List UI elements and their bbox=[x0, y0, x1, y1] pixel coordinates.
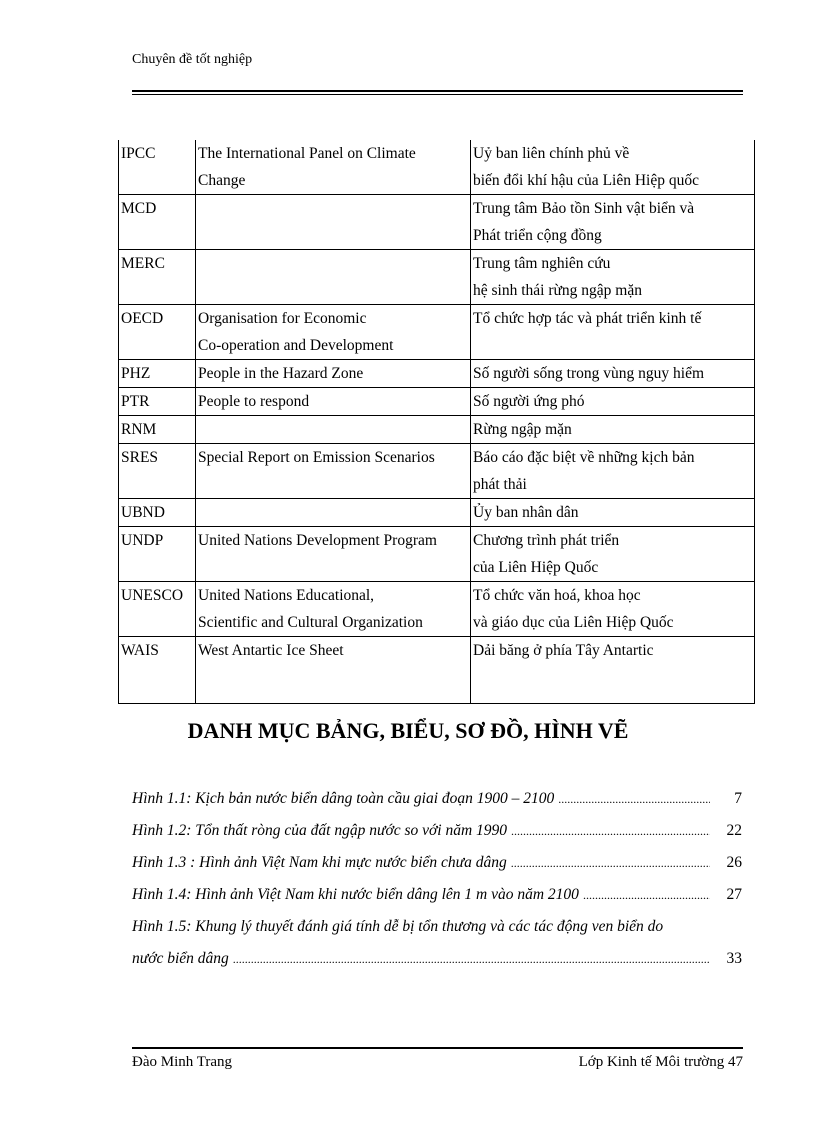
english-cell bbox=[196, 416, 471, 444]
toc-page-number: 26 bbox=[726, 854, 742, 871]
table-row bbox=[119, 305, 755, 360]
vietnamese-cell: Tổ chức văn hoá, khoa học và giáo dục của Liên Hiệp Quốc bbox=[471, 582, 755, 637]
vietnamese-cell: Ủy ban nhân dân bbox=[471, 499, 755, 527]
toc-leader-dots bbox=[558, 792, 710, 807]
toc-entry-label-line1: Hình 1.5: Khung lý thuyết đánh giá tính dễ bị tổn thương và các tác động ven biển do bbox=[132, 918, 664, 935]
toc-entry-continuation bbox=[132, 950, 742, 982]
toc-leader-dots bbox=[511, 824, 710, 839]
english-cell: People to respond bbox=[196, 388, 471, 416]
vietnamese-cell: Trung tâm Bảo tồn Sinh vật biển và Phát triển cộng đồng bbox=[471, 195, 755, 250]
vietnamese-cell: Rừng ngập mặn bbox=[471, 416, 755, 444]
english-cell: The International Panel on Climate Change bbox=[196, 140, 471, 195]
toc-entry-multiline[interactable] bbox=[132, 918, 742, 982]
abbr-cell: UBND bbox=[119, 499, 196, 527]
section-title: DANH MỤC BẢNG, BIỂU, SƠ ĐỒ, HÌNH VẼ bbox=[187, 718, 629, 743]
abbr-cell: PHZ bbox=[119, 360, 196, 388]
abbr-cell: MERC bbox=[119, 250, 196, 305]
vietnamese-cell: Tổ chức hợp tác và phát triển kinh tế bbox=[471, 305, 755, 360]
table-row bbox=[119, 416, 755, 444]
english-cell: West Antartic Ice Sheet bbox=[196, 637, 471, 704]
english-cell bbox=[196, 195, 471, 250]
footer-author: Đào Minh Trang bbox=[132, 1054, 233, 1070]
abbr-cell: RNM bbox=[119, 416, 196, 444]
toc-leader-dots bbox=[233, 952, 710, 967]
english-cell bbox=[196, 250, 471, 305]
english-cell: United Nations Development Program bbox=[196, 527, 471, 582]
footer-divider bbox=[132, 1047, 743, 1049]
vietnamese-cell: Số người ứng phó bbox=[471, 388, 755, 416]
header-divider bbox=[132, 90, 743, 95]
abbr-cell: UNDP bbox=[119, 527, 196, 582]
table-row bbox=[119, 388, 755, 416]
abbr-cell: IPCC bbox=[119, 140, 196, 195]
table-row bbox=[119, 360, 755, 388]
toc-entry-label: Hình 1.4: Hình ảnh Việt Nam khi nước biển dâng lên 1 m vào năm 2100 bbox=[132, 886, 579, 903]
abbr-cell: UNESCO bbox=[119, 582, 196, 637]
abbr-cell: OECD bbox=[119, 305, 196, 360]
toc-entry[interactable] bbox=[132, 854, 742, 886]
abbreviation-table bbox=[118, 140, 755, 704]
toc-page-number: 33 bbox=[726, 950, 742, 967]
table-row bbox=[119, 527, 755, 582]
abbr-cell: PTR bbox=[119, 388, 196, 416]
toc-page-number: 22 bbox=[726, 822, 742, 839]
table-row bbox=[119, 637, 755, 704]
vietnamese-cell: Dải băng ở phía Tây Antartic bbox=[471, 637, 755, 704]
footer-class: Lớp Kinh tế Môi trường 47 bbox=[578, 1054, 743, 1070]
toc-entry-label: Hình 1.1: Kịch bản nước biển dâng toàn cầu giai đoạn 1900 – 2100 bbox=[132, 790, 555, 807]
toc-entry[interactable] bbox=[132, 822, 742, 854]
english-cell: Special Report on Emission Scenarios bbox=[196, 444, 471, 499]
page-header-title: Chuyên đề tốt nghiệp bbox=[132, 52, 253, 67]
table-row bbox=[119, 140, 755, 195]
toc-entry-label: Hình 1.3 : Hình ảnh Việt Nam khi mực nước biển chưa dâng bbox=[132, 854, 507, 871]
table-row bbox=[119, 250, 755, 305]
table-row bbox=[119, 499, 755, 527]
abbr-cell: MCD bbox=[119, 195, 196, 250]
table-row bbox=[119, 195, 755, 250]
toc-entry[interactable] bbox=[132, 886, 742, 918]
vietnamese-cell: Số người sống trong vùng nguy hiểm bbox=[471, 360, 755, 388]
vietnamese-cell: Chương trình phát triển của Liên Hiệp Quốc bbox=[471, 527, 755, 582]
toc-entry[interactable] bbox=[132, 790, 742, 822]
figure-list bbox=[132, 790, 742, 982]
toc-page-number: 27 bbox=[726, 886, 742, 903]
toc-entry-label-line2: nước biển dâng bbox=[132, 950, 229, 967]
table-row bbox=[119, 444, 755, 499]
table-row bbox=[119, 582, 755, 637]
toc-leader-dots bbox=[583, 888, 710, 903]
toc-entry-label: Hình 1.2: Tổn thất ròng của đất ngập nước so với năm 1990 bbox=[132, 822, 508, 839]
toc-page-number: 7 bbox=[734, 790, 742, 807]
toc-leader-dots bbox=[511, 856, 710, 871]
vietnamese-cell: Báo cáo đặc biệt về những kịch bản phát thải bbox=[471, 444, 755, 499]
vietnamese-cell: Uỷ ban liên chính phủ về biến đổi khí hậu của Liên Hiệp quốc bbox=[471, 140, 755, 195]
english-cell bbox=[196, 499, 471, 527]
english-cell: Organisation for Economic Co-operation and Development bbox=[196, 305, 471, 360]
vietnamese-cell: Trung tâm nghiên cứu hệ sinh thái rừng ngập mặn bbox=[471, 250, 755, 305]
english-cell: People in the Hazard Zone bbox=[196, 360, 471, 388]
english-cell: United Nations Educational, Scientific and Cultural Organization bbox=[196, 582, 471, 637]
abbr-cell: SRES bbox=[119, 444, 196, 499]
abbr-cell: WAIS bbox=[119, 637, 196, 704]
